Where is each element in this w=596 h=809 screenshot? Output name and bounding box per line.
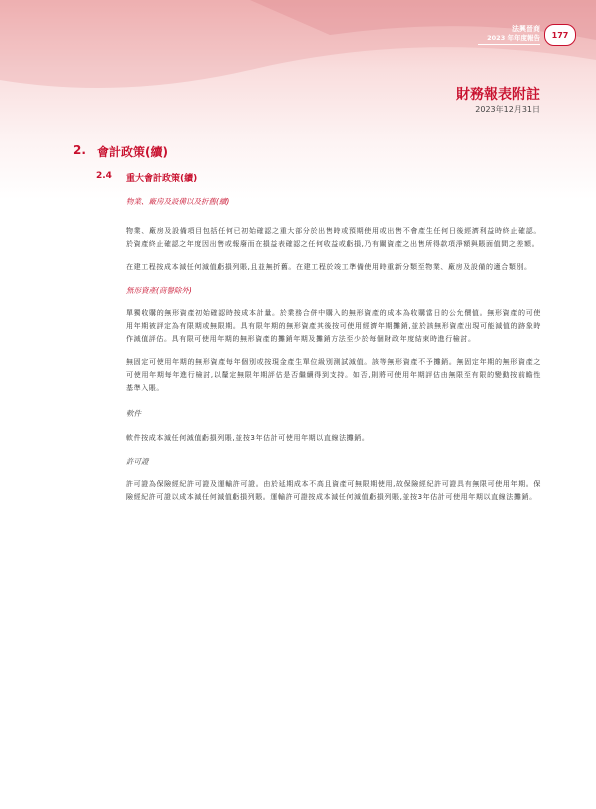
header-report-info [487, 25, 540, 43]
section-number: 2. [73, 143, 86, 157]
ppe-paragraph-1: 物業、廠房及設備項目包括任何已初始確認之重大部分於出售時或預期使用或出售不會產生任何日後經濟利益時終止確認。於資產終止確認之年度因出售或報廢而在損益表確認之任何收益或虧損,乃有關資產之出售所得款項淨額與賬面值間之差額。 [126, 227, 541, 248]
body-content [126, 196, 541, 504]
software-heading: 軟件 [126, 409, 141, 418]
page-number-badge: 177 [544, 24, 576, 46]
header-brand: 法興晉商 [512, 25, 540, 33]
license-paragraph: 許可證為保險經紀許可證及運輸許可證。由於延期成本不高且資產可無限期使用,故保險經紀許可證具有無限可使用年期。保險經紀許可證以成本減任何減值虧損列賬。運輸許可證按成本減任何減值虧損列賬,並按3年估計可使用年期以直線法攤銷。 [126, 480, 541, 501]
software-paragraph: 軟件按成本減任何減值虧損列賬,並按3年估計可使用年期以直線法攤銷。 [126, 434, 370, 442]
intangible-paragraph-2: 無固定可使用年期的無形資產每年個別或按現金產生單位級別測試減值。該等無形資產不予攤銷。無固定年期的無形資產之可使用年期每年進行檢討,以釐定無限年期評估是否繼續得到支持。如否,則將可使用年期評估由無限至有限的變動按前瞻性基準入賬。 [126, 358, 541, 392]
header-divider [478, 44, 540, 45]
statement-date: 2023年12月31日 [475, 105, 540, 114]
intangible-paragraph-1: 單獨收購的無形資產初始確認時按成本計量。於業務合併中購入的無形資產的成本為收購當日的公允價值。無形資產的可使用年期被評定為有限期或無限期。具有限年期的無形資產其後按可使用經濟年期攤銷,並於該無形資產出現可能減值的跡象時作減值評估。具有限可使用年期的無形資產的攤銷年期及攤銷方法至少於每個財政年度結束時進行檢討。 [126, 309, 541, 343]
subsection-number: 2.4 [96, 171, 112, 181]
section-title: 會計政策(續) [97, 145, 168, 159]
ppe-paragraph-2: 在建工程按成本減任何減值虧損列賬,且並無折舊。在建工程於竣工準備使用時重新分類至物業、廠房及設備的適合類別。 [126, 263, 532, 271]
ppe-heading: 物業、廠房及設備以及折舊(續) [126, 197, 230, 206]
intangible-heading: 無形資產(商譽除外) [126, 286, 192, 295]
subsection-title: 重大會計政策(續) [126, 174, 198, 184]
header-report-name: 2023 年年度報告 [487, 34, 540, 42]
license-heading: 許可證 [126, 457, 149, 466]
page-title: 財務報表附註 [456, 87, 540, 103]
